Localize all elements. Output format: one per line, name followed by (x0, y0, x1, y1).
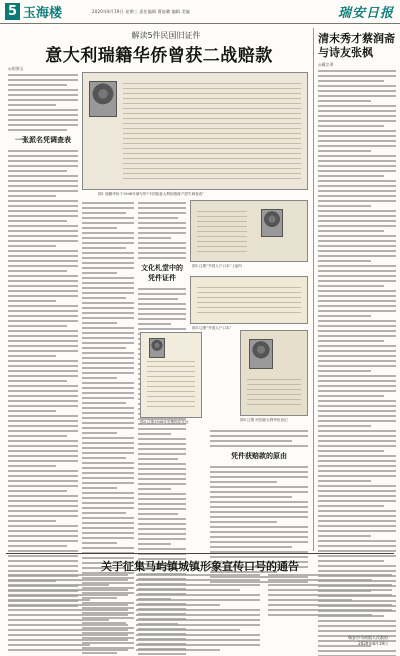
portrait-photo (261, 209, 283, 237)
story-column-1 (8, 74, 78, 610)
story-kicker: 解读5件民国旧证件 (131, 31, 201, 40)
section-name: 玉海楼 (23, 6, 63, 21)
photo-overseas-registration (240, 330, 308, 416)
sidebar-headline: 清末秀才蔡润斋与诗友张枫 (318, 32, 395, 59)
notice-issuer (348, 635, 388, 647)
story-headline: 意大利瑞籍华侨曾获二战赔款 (45, 46, 273, 66)
sidebar-byline: ◎戴宗勇 (318, 62, 334, 67)
masthead (0, 0, 400, 24)
notice-divider (6, 553, 394, 554)
newspaper-logo: 瑞安日报 (337, 6, 394, 21)
notice-title: 关于征集马屿镇城镇形象宣传口号的通告 (101, 560, 299, 573)
portrait-photo (149, 338, 165, 358)
caption-5: 图5 注册 民国意大利华侨登记 (240, 418, 288, 422)
subhead-3: 凭件获赔款的原由 (231, 452, 287, 460)
notice-body-right (268, 574, 392, 619)
page-number: 5 (5, 3, 20, 20)
photo-registration-pages (190, 276, 308, 324)
notice-body-middle (136, 574, 260, 654)
portrait-photo (89, 81, 117, 117)
story-byline: ◎胡海宝 (8, 66, 24, 71)
caption-2: 图2 注册“外国人户口本”上编号 (192, 264, 243, 268)
column-divider (313, 28, 314, 551)
subhead-2: 文化札堂中的凭件证件 (141, 264, 183, 282)
issue-meta: 2020年8月19日 星期三 责任编辑 曹皎璐 编辑 美编 (92, 9, 190, 14)
notice-issuer-name: 瑞安市马屿镇人民政府 (348, 635, 388, 640)
photo-registration-booklet (190, 200, 308, 262)
notice-body-left (8, 574, 128, 654)
caption-3: 图3 注册“外国人户口本” (192, 326, 232, 330)
subhead-1: 一张派名凭调查表 (15, 136, 71, 144)
caption-1: 图1 瑞籍华侨于1946年填写的“中国留意大利侨胞财产损失调查表” (98, 192, 205, 196)
photo-compensation-certificate (140, 332, 202, 418)
photo-survey-form (82, 72, 308, 190)
notice-issue-date: 2020年8月19日 (358, 641, 388, 646)
caption-4: 图4 注册1946年签署赔偿凭证 (140, 420, 189, 424)
portrait-photo (249, 339, 273, 369)
